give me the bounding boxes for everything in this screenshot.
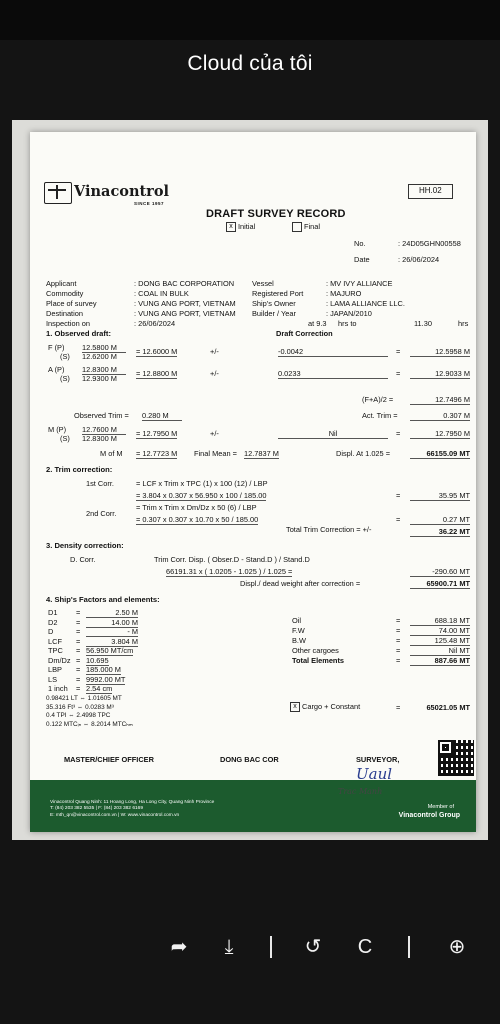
factor-value: 10.695 — [86, 655, 109, 665]
final-mean-label: Final Mean = — [194, 449, 237, 458]
first-corr-formula: = LCF x Trim x TPC (1) x 100 (12) / LBP — [136, 479, 268, 488]
inspection-to: 11.30 — [414, 319, 432, 328]
dcorr-label: D. Corr. — [70, 555, 96, 564]
element-value: Nil MT — [410, 647, 470, 656]
fp-label: F (P) — [48, 343, 65, 352]
section-density-correction: 3. Density correction: — [46, 541, 124, 550]
info-label: Inspection on — [46, 319, 90, 328]
observed-trim-value: 0.280 M — [142, 412, 182, 421]
second-corr-formula: = Trim x Trim x Dm/Dz x 50 (6) / LBP — [136, 503, 257, 512]
ms-label: (S) — [60, 434, 70, 443]
info-value: : VUNG ANG PORT, VIETNAM — [134, 309, 236, 318]
factor-eq: = — [76, 655, 81, 665]
initial-checkbox: x Initial — [226, 222, 255, 232]
conversion-row: 0.98421 LT ⇔ 1.01605 MT — [46, 695, 122, 702]
factor-key: LBP — [48, 665, 62, 674]
toolbar-divider — [270, 936, 272, 958]
info-value: : VUNG ANG PORT, VIETNAM — [134, 299, 236, 308]
factor-key: Dm/Dz — [48, 655, 71, 665]
element-eq: = — [396, 646, 401, 655]
qr-code-icon — [438, 740, 474, 776]
first-corr-label: 1st Corr. — [86, 479, 114, 488]
second-corr-result: 0.27 MT — [410, 516, 470, 525]
act-trim-label: Act. Trim = — [362, 411, 398, 420]
aft-result: 12.9033 M — [410, 370, 470, 379]
download-icon[interactable]: ⤓ — [224, 936, 234, 958]
aft-pm: +/- — [210, 369, 219, 378]
fwd-corr: -0.0042 — [278, 348, 388, 357]
viewer-toolbar — [0, 920, 500, 984]
fwd-result: 12.5958 M — [410, 348, 470, 357]
factor-eq: = — [76, 636, 81, 646]
aft-mean: = 12.8800 M — [136, 369, 178, 378]
factor-key: LCF — [48, 636, 62, 646]
factor-eq: = — [76, 646, 81, 655]
aft-eq: = — [396, 369, 401, 378]
displ-after-label: Displ./ dead weight after correction = — [240, 579, 361, 588]
factor-value: - M — [86, 628, 138, 637]
factor-key: D — [48, 627, 54, 636]
since-label: SINCE 1957 — [134, 201, 165, 206]
factor-eq: = — [76, 627, 81, 636]
vinacontrol-emblem-icon — [44, 182, 72, 204]
conversion-row: 35.316 Ft³ ⇔ 0.0283 M³ — [46, 703, 114, 711]
element-key: Total Elements — [292, 656, 345, 665]
vinacontrol-logo: Vinacontrol — [74, 183, 170, 200]
share-icon[interactable]: ➦ — [170, 936, 188, 958]
info-value: : COAL IN BULK — [134, 289, 189, 298]
document-title: DRAFT SURVEY RECORD — [206, 208, 346, 220]
element-value: 74.00 MT — [410, 627, 470, 636]
factor-value: 185.000 M — [86, 665, 121, 674]
mid-pm: +/- — [210, 429, 219, 438]
info-label2: Registered Port — [252, 289, 304, 298]
date-value: : 26/06/2024 — [398, 255, 440, 264]
as-value: 12.9300 M — [82, 374, 117, 383]
zoom-in-icon[interactable]: ⊕ — [448, 936, 466, 958]
factor-value: 14.00 M — [86, 619, 138, 628]
conversion-row: 0.4 TPI ⇔ 2.4998 TPC — [46, 712, 111, 719]
rotate-icon[interactable]: ↺ — [304, 936, 322, 958]
element-key: Other cargoes — [292, 646, 339, 655]
master-signature-label: MASTER/CHIEF OFFICER — [64, 755, 154, 764]
no-value: : 24D05GHN00558 — [398, 239, 461, 248]
info-value2: : MV IVY ALLIANCE — [326, 279, 393, 288]
info-label: Applicant — [46, 279, 77, 288]
cargo-eq: = — [396, 703, 401, 712]
info-label2: Ship's Owner — [252, 299, 296, 308]
app-title: Cloud của tôi — [187, 52, 313, 75]
info-label: Commodity — [46, 289, 84, 298]
surveyor-label: SURVEYOR, — [356, 755, 400, 764]
ms-value: 12.8300 M — [82, 434, 117, 443]
element-key: F.W — [292, 626, 305, 635]
group-name: Vinacontrol Group — [398, 812, 460, 819]
mid-mean: = 12.7950 M — [136, 429, 178, 438]
factor-key: D2 — [48, 617, 58, 627]
mid-eq: = — [396, 429, 401, 438]
fwd-eq: = — [396, 347, 401, 356]
displ-value: 66155.09 MT — [410, 450, 470, 459]
element-eq: = — [396, 656, 401, 665]
inspection-to-label: hrs to — [338, 319, 357, 328]
factor-value: 9992.00 MT — [86, 674, 126, 684]
draft-correction-heading: Draft Correction — [276, 329, 333, 338]
factor-key: 1 inch — [48, 684, 68, 693]
no-label: No. — [354, 239, 366, 248]
element-key: B.W — [292, 636, 306, 645]
element-eq: = — [396, 616, 401, 625]
info-label2: Vessel — [252, 279, 274, 288]
total-trim-label: Total Trim Correction = +/- — [286, 525, 372, 534]
displ-after-value: 65900.71 MT — [410, 580, 470, 589]
first-corr-values: = 3.804 x 0.307 x 56.950 x 100 / 185.00 — [136, 491, 267, 500]
second-corr-values: = 0.307 x 0.307 x 10.70 x 50 / 185.00 — [136, 515, 259, 524]
info-label: Destination — [46, 309, 83, 318]
factor-eq: = — [76, 674, 81, 684]
ap-label: A (P) — [48, 365, 65, 374]
mp-label: M (P) — [48, 425, 67, 434]
first-corr-result: 35.95 MT — [410, 492, 470, 501]
footer-line: E: mth_qn@vinacontrol.com.vn | W: www.vinacontrol.com.vn — [50, 812, 180, 818]
document-footer — [30, 780, 476, 832]
cargo-constant-value: 65021.05 MT — [426, 703, 470, 712]
factor-key: LS — [48, 674, 58, 684]
element-eq: = — [396, 626, 401, 635]
draft-survey-document: Vinacontrol SINCE 1957 HH.02 DRAFT SURVEY RECORD x Initial Final No. : 24D05GHN00558 Date : 26/06/2024 Applicant : DONG BAC CORPORATION Vessel : MV IVY ALLIANCE Commodity : COAL IN BULK Registered Port : MAJURO Place of survey : VUNG ANG PORT, VIETNAM Ship's Owner : LAMA ALLIANCE LLC. Destination : VUNG ANG PORT, VIETNAM Builder / Year : JAPAN/2010 Inspection on : 26/06/2024 at 9.3 hrs to 11.30 hrs 1. Observed draft: Draft Correction F (P) (S) 12.5800 M 12.6200 M = 12.6000 M +/- -0.0042 = 12.5958 M A (P) (S) 12.8300 M 12.9300 M = 12.8800 M +/- 0.0233 = 12.9033 M (F+A)/2 = 12.7496 M Observed Trim = 0.280 M Act. Trim = 0.307 M M (P) (S) 12.7600 M 12.8300 M = 12.7950 M +/- Nil = 12.7950 M M of M = 12.7723 M Final Mean = 12.7837 M Displ. At 1.025 = 66155.09 MT 2. Trim correction: 1st Corr. = LCF x Trim x TPC (1) x 100 (12) / LBP = 3.804 x 0.307 x 56.950 x 100 / 185.00 = 35.95 MT 2nd Corr. = Trim x Trim x Dm/Dz x 50 (6) / LBP = 0.307 x 0.307 x 10.70 x 50 / 185.00 = 0.27 MT Total Trim Correction = +/- 36.22 MT 3. Density correction: D. Corr. Trim Corr. Disp. ( Obser.D - Stand.D ) / Stand.D 66191.31 x ( 1.0205 - 1.025 ) / 1.025 = -290.60 MT Displ./ dead weight after correction = 65900.71 MT 4. Ship's Factors and elements: x Cargo + Constant = 65021.05 MT MASTER/CHIEF OFFICER DONG BAC COR SURVEYOR, Vinacontrol Quang Ninh: 11 Hoang Long, Ha Long City, Quang Ninh Province T: (84) 203 382 5535 | F: (84) 203 382 6169 E: mth_qn@vinacontrol.com.vn | W: www.vinacontrol.com.vn Member of Vinacontrol Group Uaul Trac Manh D1 = 2.50 M D2 = 14.00 M D = - M LCF = 3.804 M TPC = 56.950 MT/cm Dm/Dz = 10.695 LBP = 185.000 M LS = 9992.00 MT 1 inch = 2.54 cm 0.98421 LT ⇔ 1.01605 MT 35.316 Ft³ ⇔ 0.0283 M³ 0.4 TPI ⇔ 2.4998 TPC 0.122 MTCᵢₙ ⇔ 8.2014 MTCₕₘ Oil = 688.18 MT F.W = 74.00 MT B.W = 125.48 MT Other cargoes = Nil MT Total Elements = 887.66 MT — [30, 132, 476, 832]
ap-value: 12.8300 M — [82, 366, 126, 375]
element-value: 125.48 MT — [410, 637, 470, 646]
inspection-hrs: hrs — [458, 319, 469, 328]
mom-label: M of M — [100, 449, 123, 458]
conversion-row: 0.122 MTCᵢₙ ⇔ 8.2014 MTCₕₘ — [46, 720, 133, 728]
factor-eq: = — [76, 608, 81, 617]
fs-value: 12.6200 M — [82, 352, 117, 361]
company-signature-label: DONG BAC COR — [220, 755, 279, 764]
footer-line: T: (84) 203 382 5535 | F: (84) 203 382 6169 — [50, 806, 143, 812]
info-value: : DONG BAC CORPORATION — [134, 279, 235, 288]
section-observed-draft: 1. Observed draft: — [46, 329, 111, 338]
mid-corr: Nil — [278, 430, 388, 439]
second-corr-label: 2nd Corr. — [86, 509, 117, 518]
fs-label: (S) — [60, 352, 70, 361]
section-trim-correction: 2. Trim correction: — [46, 465, 113, 474]
total-trim-value: 36.22 MT — [410, 528, 470, 537]
surveyor-name: Trac Manh — [338, 787, 383, 796]
final-mean-value: 12.7837 M — [244, 449, 279, 458]
element-value: 887.66 MT — [410, 657, 470, 666]
as-label: (S) — [60, 374, 70, 383]
info-value2: : MAJURO — [326, 289, 362, 298]
factor-eq: = — [76, 684, 81, 693]
fp-value: 12.5800 M — [82, 344, 126, 353]
element-eq: = — [396, 636, 401, 645]
element-value: 688.18 MT — [410, 617, 470, 626]
fwd-mean: = 12.6000 M — [136, 347, 178, 356]
factor-value: 2.54 cm — [86, 684, 113, 693]
factor-eq: = — [76, 617, 81, 627]
info-value2: : JAPAN/2010 — [326, 309, 372, 318]
member-of-label: Member of — [427, 804, 454, 810]
cargo-constant-row: x Cargo + Constant — [290, 702, 360, 712]
fa2-value: 12.7496 M — [410, 396, 470, 405]
fa2-label: (F+A)/2 = — [362, 395, 394, 404]
refresh-icon[interactable]: C — [357, 936, 373, 958]
section-ships-factors: 4. Ship's Factors and elements: — [46, 595, 160, 604]
info-label2: Builder / Year — [252, 309, 296, 318]
dcorr-values: 66191.31 x ( 1.0205 - 1.025 ) / 1.025 = — [166, 567, 293, 576]
factor-value: 2.50 M — [86, 609, 138, 618]
info-label: Place of survey — [46, 299, 97, 308]
dcorr-result: -290.60 MT — [410, 568, 470, 577]
mom-value: = 12.7723 M — [136, 449, 178, 458]
final-checkbox: Final — [292, 222, 320, 232]
factor-value: 3.804 M — [86, 638, 138, 647]
fwd-pm: +/- — [210, 347, 219, 356]
aft-corr: 0.0233 — [278, 370, 388, 379]
surveyor-signature: Uaul — [356, 765, 393, 783]
factor-value: 56.950 MT/cm — [86, 646, 134, 655]
info-value: : 26/06/2024 — [134, 319, 176, 328]
act-trim-value: 0.307 M — [410, 412, 470, 421]
date-label: Date — [354, 255, 370, 264]
factor-key: D1 — [48, 608, 58, 617]
form-code: HH.02 — [408, 184, 453, 199]
footer-line: Vinacontrol Quang Ninh: 11 Hoang Long, Ha Long City, Quang Ninh Province — [50, 800, 215, 805]
info-value2: : LAMA ALLIANCE LLC. — [326, 299, 405, 308]
displ-label: Displ. At 1.025 = — [336, 449, 391, 458]
dcorr-formula: Trim Corr. Disp. ( Obser.D - Stand.D ) / Stand.D — [154, 555, 310, 564]
mid-result: 12.7950 M — [410, 430, 470, 439]
observed-trim-label: Observed Trim = — [74, 411, 129, 420]
factor-eq: = — [76, 665, 81, 674]
mp-value: 12.7600 M — [82, 426, 126, 435]
inspection-from: at 9.3 — [308, 319, 327, 328]
element-key: Oil — [292, 616, 302, 625]
status-bar — [0, 0, 500, 40]
toolbar-divider — [408, 936, 410, 958]
document-viewer[interactable] — [12, 120, 488, 840]
factor-key: TPC — [48, 646, 63, 655]
